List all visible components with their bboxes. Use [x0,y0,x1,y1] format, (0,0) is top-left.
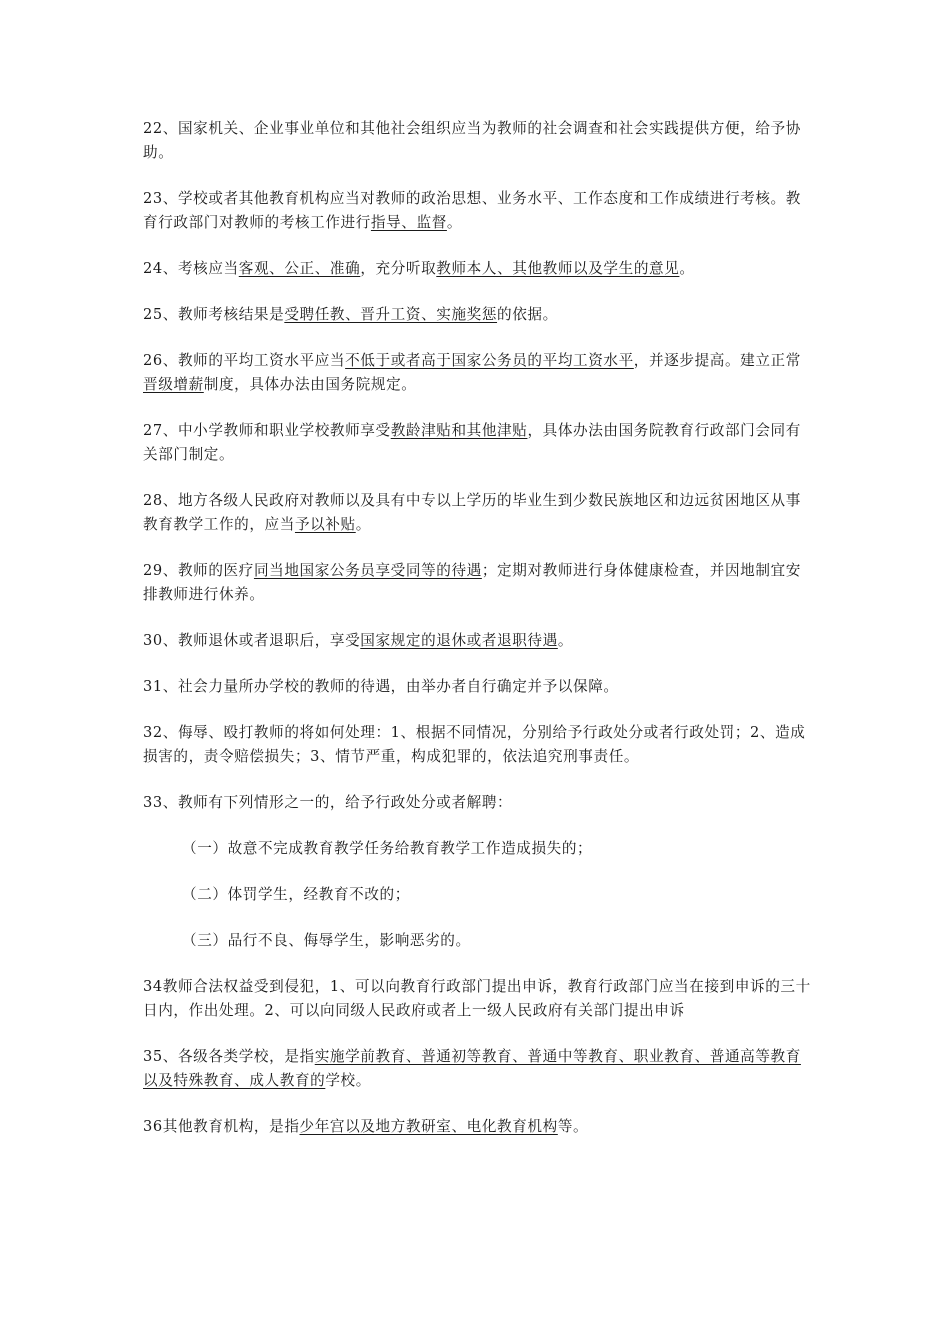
text-segment: 34教师合法权益受到侵犯，1、可以向教育行政部门提出申诉，教育行政部门应当在接到申诉的三十日内，作出处理。2、可以向同级人民政府或者上一级人民政府有关部门提出申诉 [143,978,811,1019]
text-segment: 。 [679,260,695,277]
text-segment: ，具体办法由国务院教育行政部门会同有关部门制定。 [143,422,801,463]
paragraph-14 [143,883,815,907]
paragraph-16 [143,975,815,1023]
text-segment: 23、学校或者其他教育机构应当对教师的政治思想、业务水平、工作态度和工作成绩进行考核。教育行政部门对教师的考核工作进行 [143,190,801,231]
text-segment: 学校。 [325,1072,371,1089]
underlined-text: 客观、公正、准确 [238,260,361,277]
text-segment: 35、各级各类学校，是指 [143,1048,315,1065]
underlined-text: 实施学前教育、普通初等教育、普通中等教育、职业教育、普通高等教育以及特殊教育、成人教育的 [143,1048,801,1089]
paragraph-3 [143,257,815,281]
text-segment: 24、考核应当 [143,260,239,277]
underlined-text: 国家规定的退休或者退职待遇 [360,632,558,649]
paragraph-10 [143,675,815,699]
text-segment: 36其他教育机构，是指 [143,1118,300,1135]
underlined-text: 少年宫以及地方教研室、电化教育机构 [299,1118,558,1135]
text-segment: ，并逐步提高。建立正常 [633,352,801,369]
document-page [143,117,815,1161]
text-segment: 33、教师有下列情形之一的，给予行政处分或者解聘： [143,794,513,811]
underlined-text: 指导、监督 [370,214,447,231]
text-segment: 27、中小学教师和职业学校教师享受 [143,422,391,439]
paragraph-15 [143,929,815,953]
text-segment: 26、教师的平均工资水平应当 [143,352,346,369]
text-segment: （三）品行不良、侮辱学生，影响恶劣的。 [182,932,471,949]
underlined-text: 不低于或者高于国家公务员的平均工资水平 [345,352,634,369]
paragraph-2 [143,187,815,235]
text-segment: 32、侮辱、殴打教师的将如何处理：1、根据不同情况，分别给予行政处分或者行政处罚；2、造成损害的，责令赔偿损失；3、情节严重，构成犯罪的，依法追究刑事责任。 [143,724,806,765]
paragraph-7 [143,489,815,537]
text-segment: 。 [355,516,371,533]
underlined-text: 晋级增薪 [143,376,204,393]
paragraph-18 [143,1115,815,1139]
paragraph-4 [143,303,815,327]
underlined-text: 教龄津贴和其他津贴 [390,422,528,439]
text-segment: 25、教师考核结果是 [143,306,285,323]
underlined-text: 予以补贴 [294,516,356,533]
underlined-text: 受聘任教、晋升工资、实施奖惩 [284,306,498,323]
paragraph-9 [143,629,815,653]
text-segment: 28、地方各级人民政府对教师以及具有中专以上学历的毕业生到少数民族地区和边远贫困地区从事教育教学工作的，应当 [143,492,801,533]
paragraph-8 [143,559,815,607]
text-segment: （一）故意不完成教育教学任务给教育教学工作造成损失的； [182,840,593,857]
text-segment: （二）体罚学生，经教育不改的； [182,886,410,903]
text-segment: ，充分听取 [360,260,437,277]
paragraph-5 [143,349,815,397]
text-segment: 31、社会力量所办学校的教师的待遇，由举办者自行确定并予以保障。 [143,678,619,695]
text-segment: 。 [446,214,463,231]
text-segment: 制度，具体办法由国务院规定。 [203,376,417,393]
text-segment: 30、教师退休或者退职后，享受 [143,632,361,649]
paragraph-13 [143,837,815,861]
paragraph-11 [143,721,815,769]
paragraph-12 [143,791,815,815]
underlined-text: 同当地国家公务员享受同等的待遇 [253,562,482,579]
text-segment: 的依据。 [497,306,558,323]
underlined-text: 教师本人、其他教师以及学生的意见 [436,260,680,277]
text-segment: 。 [557,632,574,649]
paragraph-1 [143,117,815,165]
text-segment: 等。 [557,1118,589,1135]
paragraph-6 [143,419,815,467]
text-segment: 29、教师的医疗 [143,562,254,579]
text-segment: ；定期对教师进行身体健康检查，并因地制宜安排教师进行休养。 [143,562,801,603]
text-segment: 22、国家机关、企业事业单位和其他社会组织应当为教师的社会调查和社会实践提供方便，给予协助。 [143,120,801,161]
paragraph-17 [143,1045,815,1093]
